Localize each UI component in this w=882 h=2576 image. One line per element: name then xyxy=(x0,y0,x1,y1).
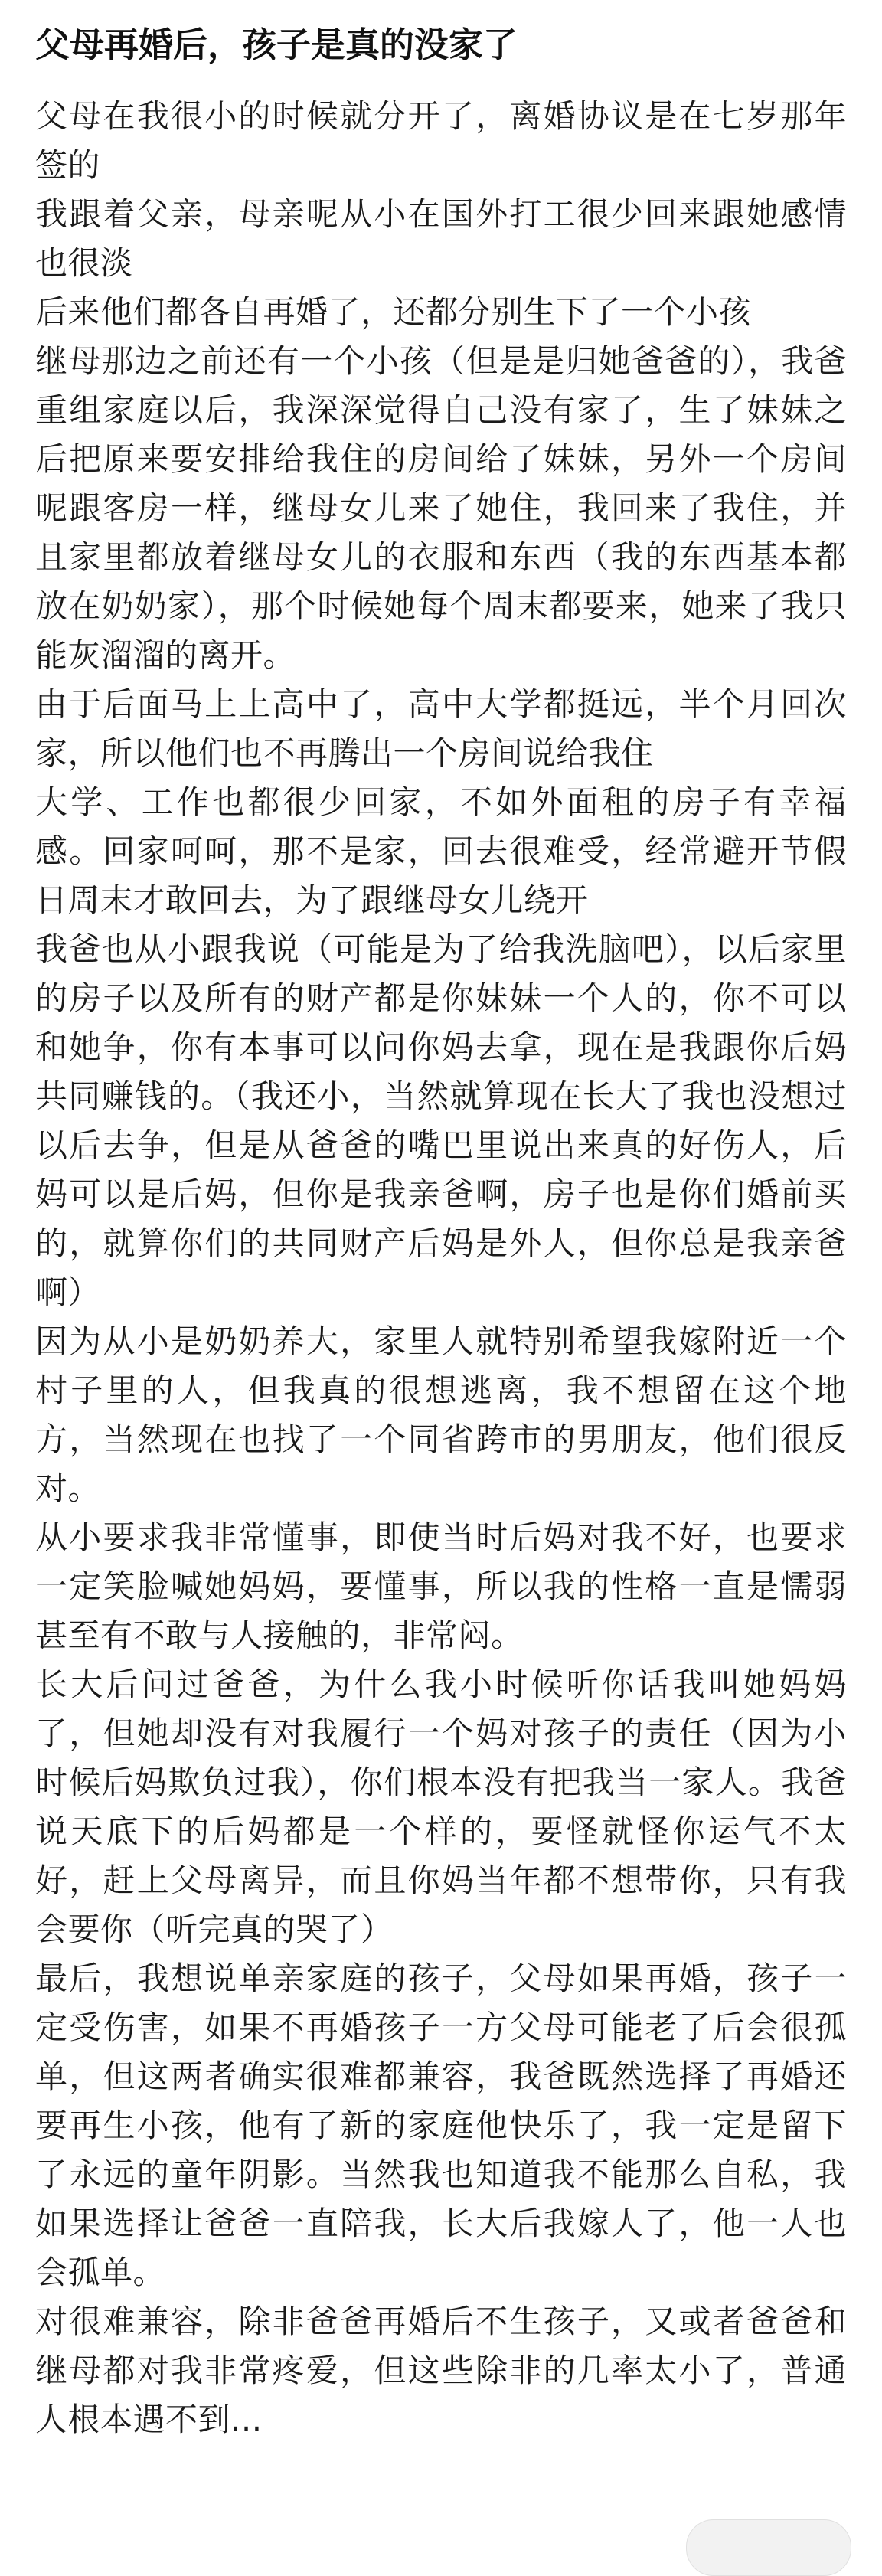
post-paragraph: 对很难兼容，除非爸爸再婚后不生孩子，又或者爸爸和继母都对我非常疼爱，但这些除非的几率太小了，普通人根本遇不到... xyxy=(35,2303,847,2438)
post-paragraph: 我爸也从小跟我说（可能是为了给我洗脑吧），以后家里的房子以及所有的财产都是你妹妹一个人的，你不可以和她争，你有本事可以问你妈去拿，现在是我跟你后妈共同赚钱的。（我还小，当然就算现在长大了我也没想过以后去争，但是从爸爸的嘴巴里说出来真的好伤人，后妈可以是后妈，但你是我亲爸啊，房子也是你们婚前买的，就算你们的共同财产后妈是外人，但你总是我亲爸啊） xyxy=(35,930,847,1311)
post-paragraph: 大学、工作也都很少回家，不如外面租的房子有幸福感。回家呵呵，那不是家，回去很难受，经常避开节假日周末才敢回去，为了跟继母女儿绕开 xyxy=(35,783,847,919)
post-paragraph: 后来他们都各自再婚了，还都分别生下了一个小孩 xyxy=(35,293,752,331)
post-paragraph: 父母在我很小的时候就分开了，离婚协议是在七岁那年签的 xyxy=(35,97,847,184)
post-body xyxy=(35,92,847,2444)
post-paragraph: 最后，我想说单亲家庭的孩子，父母如果再婚，孩子一定受伤害，如果不再婚孩子一方父母可能老了后会很孤单，但这两者确实很难都兼容，我爸既然选择了再婚还要再生小孩，他有了新的家庭他快乐了，我一定是留下了永远的童年阴影。当然我也知道我不能那么自私，我如果选择让爸爸一直陪我，长大后我嫁人了，他一人也会孤单。 xyxy=(35,1960,847,2291)
post-paragraph: 因为从小是奶奶养大，家里人就特别希望我嫁附近一个村子里的人，但我真的很想逃离，我不想留在这个地方，当然现在也找了一个同省跨市的男朋友，他们很反对。 xyxy=(35,1322,847,1507)
post-paragraph: 由于后面马上上高中了，高中大学都挺远，半个月回次家，所以他们也不再腾出一个房间说给我住 xyxy=(35,685,847,772)
post-paragraph: 长大后问过爸爸，为什么我小时候听你话我叫她妈妈了，但她却没有对我履行一个妈对孩子的责任（因为小时候后妈欺负过我），你们根本没有把我当一家人。我爸说天底下的后妈都是一个样的，要怪就怪你运气不太好，赶上父母离异，而且你妈当年都不想带你，只有我会要你（听完真的哭了） xyxy=(35,1666,847,1948)
post-title: 父母再婚后，孩子是真的没家了 xyxy=(35,25,518,65)
post-paragraph: 从小要求我非常懂事，即使当时后妈对我不好，也要求一定笑脸喊她妈妈，要懂事，所以我的性格一直是懦弱甚至有不敢与人接触的，非常闷。 xyxy=(35,1518,847,1654)
post-paragraph: 我跟着父亲，母亲呢从小在国外打工很少回来跟她感情也很淡 xyxy=(35,195,847,282)
floating-action-pill[interactable] xyxy=(686,2519,851,2576)
post-paragraph: 继母那边之前还有一个小孩（但是是归她爸爸的），我爸重组家庭以后，我深深觉得自己没有家了，生了妹妹之后把原来要安排给我住的房间给了妹妹，另外一个房间呢跟客房一样，继母女儿来了她住，我回来了我住，并且家里都放着继母女儿的衣服和东西（我的东西基本都放在奶奶家），那个时候她每个周末都要来，她来了我只能灰溜溜的离开。 xyxy=(35,342,847,674)
